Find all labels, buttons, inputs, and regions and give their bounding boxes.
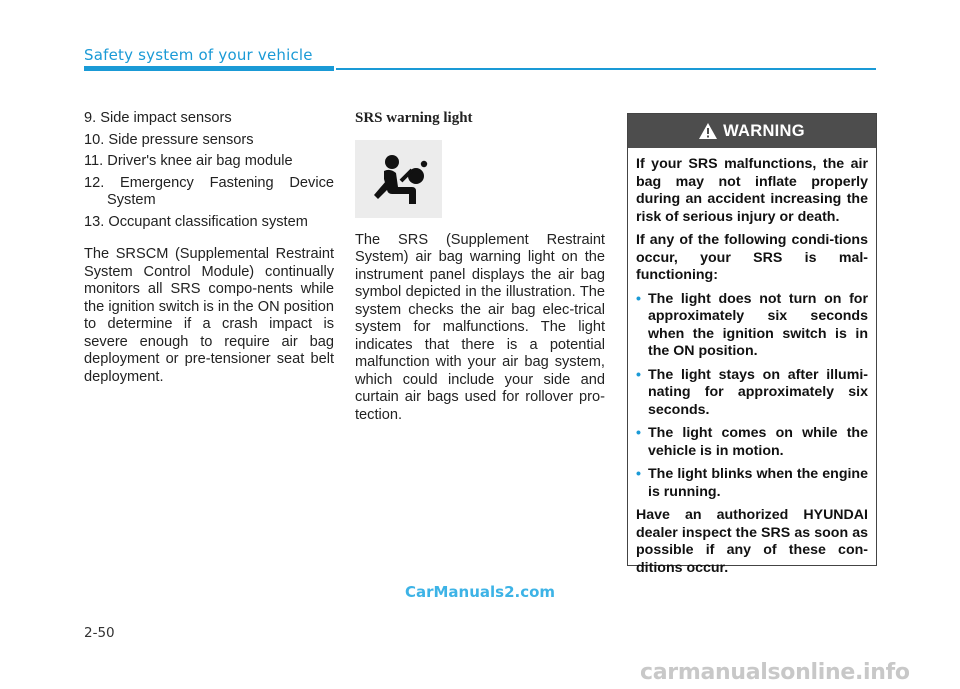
header-rule-thin <box>336 68 876 70</box>
site-watermark: carmanualsonline.info <box>640 660 910 685</box>
list-item: 10. Side pressure sensors <box>84 131 254 148</box>
list-item: • The light does not turn on for approximately six seconds when the ignition switch is in the ON position. <box>636 291 868 361</box>
header-rule-thick <box>84 66 334 71</box>
warning-conditions-intro: If any of the following condi-tions occur, your SRS is mal-functioning: <box>636 232 868 283</box>
airbag-warning-icon <box>355 140 442 218</box>
warning-body <box>628 148 876 577</box>
list-item: 11. Driver's knee air bag module <box>84 153 293 169</box>
warning-box <box>627 113 877 576</box>
component-list <box>84 110 334 231</box>
left-column <box>84 110 334 386</box>
srs-heading: SRS warning light <box>355 110 473 126</box>
list-item: • The light stays on after illumi-nating for approximately six seconds. <box>636 367 868 420</box>
warning-title: WARNING <box>723 121 805 140</box>
srs-paragraph: The SRS (Supplement Restraint System) air bag warning light on the instrument panel displays the air bag symbol depicted in the illustration. The system checks the air bag elec-trical system for malfunctions. The light indicates that there is a potential malfunction with your air bag system, which could include your side and curtain air bags used for rollover pro-tection. <box>355 231 605 423</box>
list-item: 13. Occupant classification system <box>84 213 308 230</box>
section-title: Safety system of your vehicle <box>84 46 313 64</box>
list-item: • The light blinks when the engine is running. <box>636 466 868 501</box>
watermark-link[interactable]: CarManuals2.com <box>404 583 556 601</box>
srscm-paragraph: The SRSCM (Supplemental Restraint System Control Module) continually monitors all SRS compo-nents while the ignition switch is in the ON position to determine if a crash impact is severe enough to require air bag deployment or pre-tensioner seat belt deployment. <box>84 246 334 385</box>
middle-column <box>355 110 605 424</box>
page-number: 2-50 <box>84 625 115 641</box>
list-item: 9. Side impact sensors <box>84 110 232 126</box>
list-item: • The light comes on while the vehicle is in motion. <box>636 425 868 460</box>
warning-header <box>628 114 876 148</box>
warning-triangle-icon <box>699 123 717 139</box>
warning-closing: Have an authorized HYUNDAI dealer inspect the SRS as soon as possible if any of these con-ditions occur. <box>636 507 868 576</box>
list-item: 12. Emergency Fastening Device System <box>84 174 334 208</box>
warning-conditions-list <box>636 291 868 502</box>
warning-intro: If your SRS malfunctions, the air bag may not inflate properly during an accident increasing the risk of serious injury or death. <box>636 156 868 225</box>
